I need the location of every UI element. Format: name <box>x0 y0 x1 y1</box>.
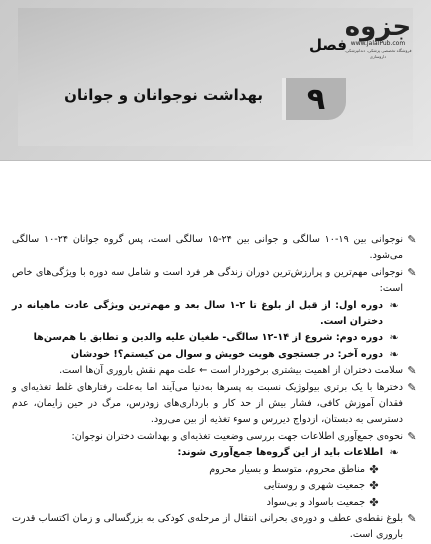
list-item-text: بلوغ نقطه‌ی عطف و دوره‌ی بحرانی انتقال از مرحله‌ی کودکی به بزرگسالی و زمان اکتساب قدرت باروری است. <box>12 512 403 541</box>
list-item <box>12 265 419 298</box>
chapter-number-tab <box>286 78 346 120</box>
publisher-logo <box>343 14 413 64</box>
list-item-text: نوجوانی بین ۱۹-۱۰ سالگی و جوانی بین ۲۴-۱۵ سالگی است، پس گروه جوانان ۲۴-۱۰ سالگی می‌شود. <box>12 234 404 262</box>
list-item-text: جمعیت باسواد و بی‌سواد <box>266 496 365 508</box>
logo-mark: جزوه <box>344 12 412 42</box>
list-item-text: نوجوانی مهم‌ترین و پرارزش‌ترین دوران زندگی هر فرد است و شامل سه دوره با ویژگی‌های خاص است: <box>12 266 403 295</box>
list-item-text: جمعیت شهری و روستایی <box>263 480 365 492</box>
list-item <box>12 511 419 544</box>
list-item-text: دخترها با یک برتری بیولوژیک نسبت به پسرها به‌دنیا می‌آیند اما به‌علت رفتارهای غلط تغذیه‌ای و فقدان آموزش کافی، فشار بیش از حد کار و بارداری‌های زودرس، مرگ در حین زایمان، عدم دسترسی به دبستان، ازدواج دیررس و سوء تغذیه از بین می‌رود. <box>12 381 403 426</box>
bullet-icon: ✎ <box>407 511 417 525</box>
chapter-number: ۹ <box>306 81 326 117</box>
list-item <box>12 380 419 429</box>
list-item <box>12 232 419 265</box>
list-item <box>12 445 419 461</box>
bullet-icon: ✎ <box>407 364 417 378</box>
list-item-text: سلامت دختران از اهمیت بیشتری برخوردار است ← علت مهم نقش باروری آن‌ها است. <box>59 365 403 377</box>
list-item <box>12 347 419 363</box>
list-item <box>12 462 419 478</box>
bullet-icon: ✤ <box>369 479 379 493</box>
bullet-icon: ✎ <box>407 233 417 246</box>
list-item-text: اطلاعات باید از این گروه‌ها جمع‌آوری شوند: <box>177 447 383 459</box>
chapter-header <box>0 0 431 161</box>
bullet-icon: ✤ <box>369 462 379 476</box>
list-item <box>12 363 419 379</box>
bullet-icon: ✎ <box>407 380 417 394</box>
list-item-text: دوره دوم: شروع از ۱۴-۱۲ سالگی- طغیان علیه والدین و تطابق با هم‌سن‌ها <box>33 332 383 344</box>
chapter-title: بهداشت نوجوانان و جوانان <box>64 86 263 104</box>
chapter-word: فصل <box>309 36 347 54</box>
list-item-text: دوره اول: از قبل از بلوغ تا ۲-۱ سال بعد و مهم‌ترین ویژگی عادت ماهیانه در دختران است. <box>12 299 384 328</box>
bullet-icon: ❧ <box>389 331 399 345</box>
bullet-icon: ✎ <box>407 429 417 443</box>
bullet-icon: ✤ <box>369 495 379 509</box>
logo-subtitle: فروشگاه تخصصی پزشکی، دندانپزشکی، داروسازی <box>344 48 412 59</box>
list-item-text: مناطق محروم، متوسط و بسیار محروم <box>209 463 365 475</box>
bullet-icon: ❧ <box>389 446 399 460</box>
bullet-icon: ❧ <box>389 347 399 361</box>
list-item-text: نحوه‌ی جمع‌آوری اطلاعات جهت بررسی وضعیت تغذیه‌ای و بهداشت دختران نوجوان: <box>71 430 403 442</box>
bullet-icon: ✎ <box>407 265 417 279</box>
logo-url: www.JalalPub.com <box>350 40 406 47</box>
list-item-text: دوره آخر: در جستجوی هویت خویش و سوال من کیستم؟! خودشان <box>70 348 383 360</box>
list-item <box>12 495 419 511</box>
list-item <box>12 298 419 331</box>
bullet-icon: ❧ <box>389 298 399 312</box>
chapter-content <box>12 232 419 544</box>
list-item <box>12 478 419 494</box>
list-item <box>12 429 419 445</box>
list-item <box>12 330 419 346</box>
